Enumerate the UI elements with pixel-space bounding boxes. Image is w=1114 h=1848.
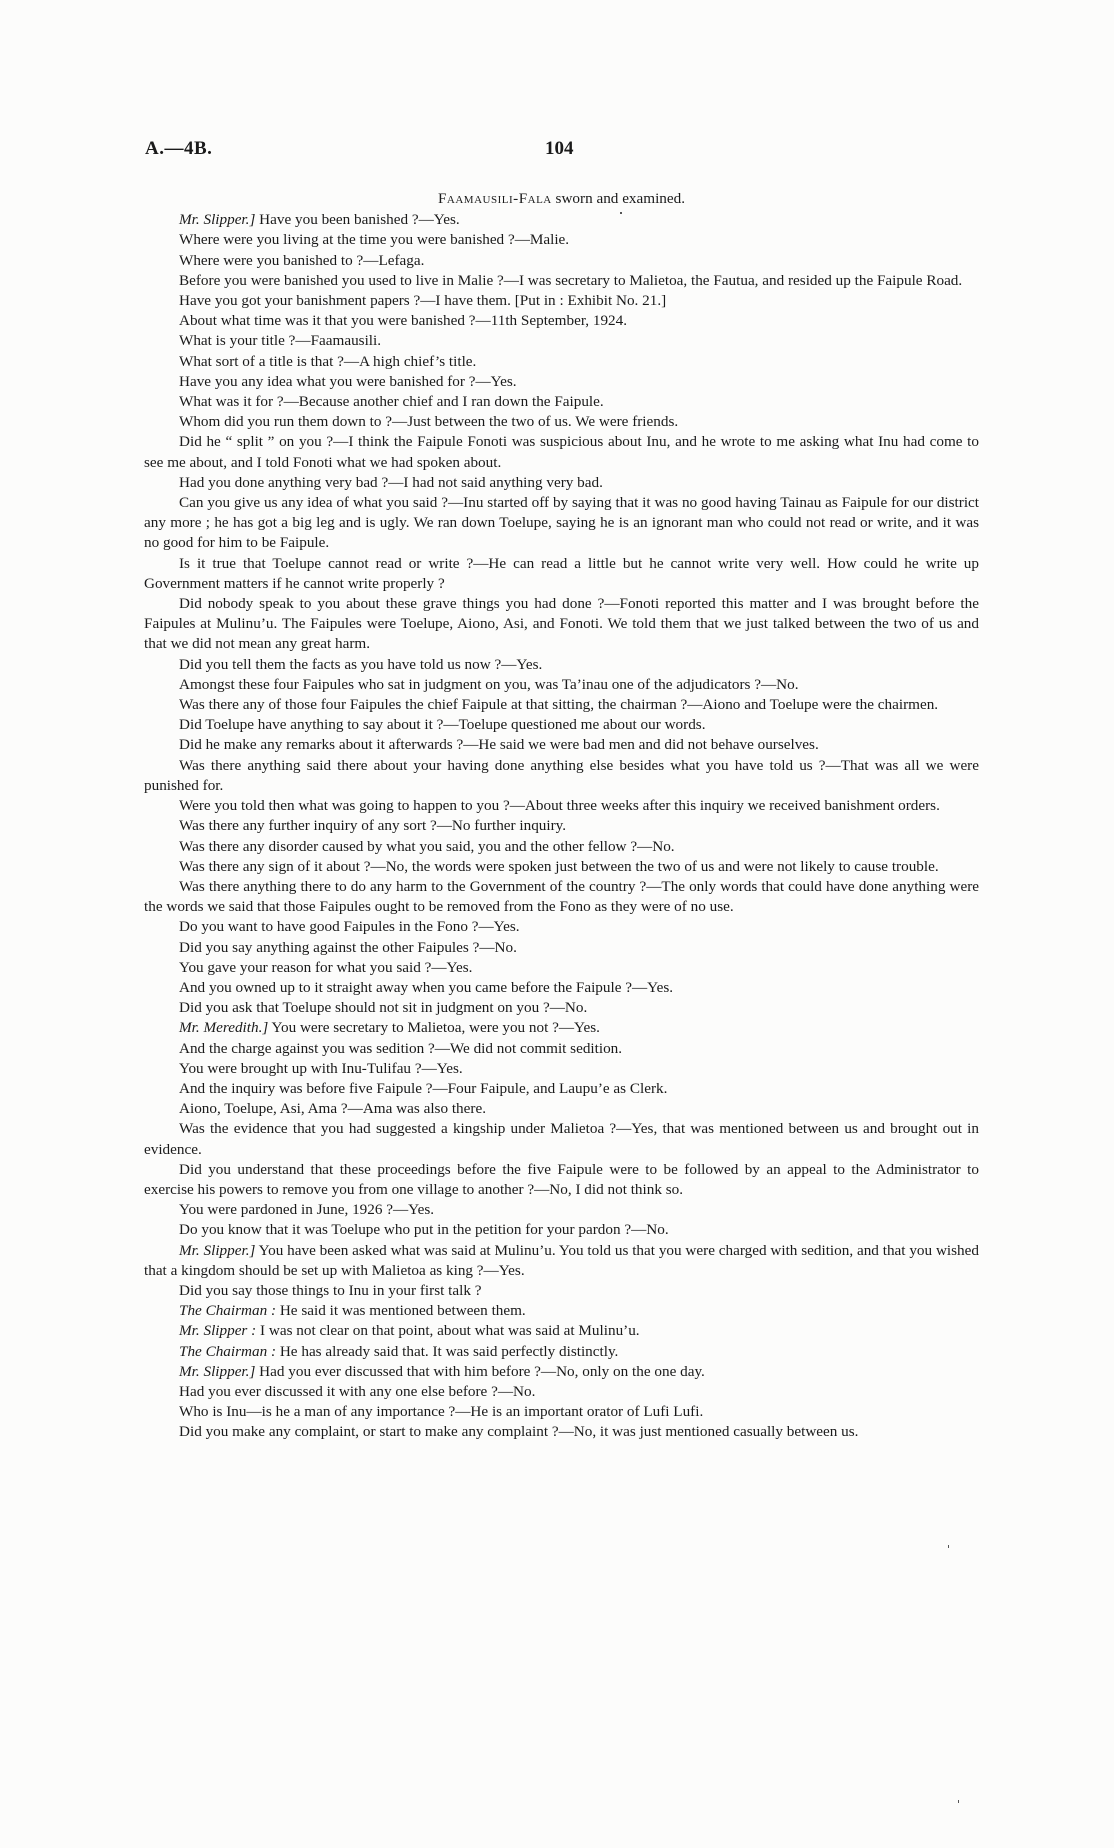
testimony-paragraph [144,735,979,755]
paragraph-text: Is it true that Toelupe cannot read or write ?—He can read a little but he cannot write very well. How could he write up Government matters if he cannot write properly ? [144,554,979,592]
paragraph-text: What is your title ?—Faamausili. [179,332,382,350]
testimony-paragraph [144,938,979,958]
paragraph-text: Did you tell them the facts as you have told us now ?—Yes. [179,655,543,673]
paragraph-text: Was the evidence that you had suggested a kingship under Malietoa ?—Yes, that was mentioned between us and brought out in evidence. [144,1120,979,1158]
paragraph-text: You were pardoned in June, 1926 ?—Yes. [179,1201,435,1219]
paragraph-text: Who is Inu—is he a man of any importance ?—He is an important orator of Lufi Lufi. [179,1403,704,1421]
testimony-paragraph [144,1382,979,1402]
testimony-paragraph [144,1281,979,1301]
paragraph-text: Before you were banished you used to live in Malie ?—I was secretary to Malietoa, the Fautua, and resided up the Faipule Road. [179,271,963,289]
paragraph-text: Did you ask that Toelupe should not sit in judgment on you ?—No. [179,999,588,1017]
testimony-paragraph [144,675,979,695]
paragraph-text: What sort of a title is that ?—A high chief’s title. [179,352,477,370]
testimony-paragraph [144,1200,979,1220]
paragraph-text: Was there any further inquiry of any sort ?—No further inquiry. [179,817,567,835]
testimony-paragraph [144,1402,979,1422]
paragraph-text: Was there any disorder caused by what you said, you and the other fellow ?—No. [179,837,675,855]
testimony-paragraph [144,1301,979,1321]
testimony-paragraph [144,271,979,291]
paragraph-text: Did you make any complaint, or start to make any complaint ?—No, it was just mentioned casually between us. [179,1423,859,1441]
testimony-paragraph [144,756,979,796]
testimony-paragraph [144,837,979,857]
testimony-paragraph [144,1119,979,1159]
paragraph-text: Did Toelupe have anything to say about it ?—Toelupe questioned me about our words. [179,716,706,734]
speaker-label: Mr. Slipper : [179,1322,257,1340]
paragraph-text: Did you say those things to Inu in your first talk ? [179,1281,482,1299]
speck-mark [958,1800,959,1803]
speaker-label: The Chairman : [179,1342,277,1360]
testimony-paragraph [144,210,979,230]
paragraph-text: Can you give us any idea of what you said ?—Inu started off by saying that it was no good having Tainau as Faipule for our district any more ; he has got a big leg and is ugly. We ran down Toelupe, saying he is an ignorant man who could not read or write, and it was no good for him to be Faipule. [144,494,979,552]
paragraph-text: Was there anything said there about your having done anything else besides what you have told us ?—That was all we were punished for. [144,756,979,794]
paragraph-text: Was there any of those four Faipules the chief Faipule at that sitting, the chairman ?—Aiono and Toelupe were the chairmen. [179,696,939,714]
testimony-paragraph [144,291,979,311]
testimony-paragraph [144,352,979,372]
paragraph-text: About what time was it that you were banished ?—11th September, 1924. [179,312,628,330]
testimony-paragraph [144,432,979,472]
speaker-label: Mr. Slipper.] [179,1362,256,1380]
testimony-paragraph [144,1422,979,1442]
paragraph-text: Was there any sign of it about ?—No, the words were spoken just between the two of us and were not likely to cause trouble. [179,857,939,875]
testimony-paragraph [144,493,979,554]
testimony-paragraph [144,230,979,250]
paragraph-text: Do you know that it was Toelupe who put in the petition for your pardon ?—No. [179,1221,669,1239]
paragraph-text: And the inquiry was before five Faipule ?—Four Faipule, and Laupu’e as Clerk. [179,1079,668,1097]
page-number: 104 [545,138,574,159]
paragraph-text: And you owned up to it straight away when you came before the Faipule ?—Yes. [179,978,674,996]
testimony-paragraph [144,1220,979,1240]
page-header [145,138,985,166]
paragraph-text: Had you done anything very bad ?—I had not said anything very bad. [179,473,603,491]
testimony-paragraph [144,1079,979,1099]
testimony-paragraph [144,1099,979,1119]
paragraph-text: What was it for ?—Because another chief and I ran down the Faipule. [179,393,604,411]
testimony-paragraph [144,877,979,917]
testimony-paragraph [144,1018,979,1038]
testimony-paragraph [144,958,979,978]
testimony-paragraph [144,1241,979,1281]
testimony-paragraph [144,1160,979,1200]
speaker-label: Mr. Meredith.] [179,1019,269,1037]
paragraph-text: Did nobody speak to you about these grave things you had done ?—Fonoti reported this matter and I was brought before the Faipules at Mulinu’u. The Faipules were Toelupe, Aiono, Asi, and Fonoti. We told them that we just talked between the two of us and that we did not mean any great harm. [144,595,979,653]
testimony-paragraph [144,998,979,1018]
testimony-paragraph [144,655,979,675]
testimony-paragraph [144,554,979,594]
paragraph-text: Did he “ split ” on you ?—I think the Faipule Fonoti was suspicious about Inu, and he wrote to me asking what Inu had come to see me about, and I told Fonoti what we had spoken about. [144,433,979,471]
speck-mark [948,1545,949,1548]
paragraph-text: Do you want to have good Faipules in the Fono ?—Yes. [179,918,520,936]
witness-name: Faamausili-Fala [437,190,552,207]
testimony-paragraph [144,412,979,432]
paragraph-text: I was not clear on that point, about what was said at Mulinu’u. [256,1322,640,1340]
speaker-label: Mr. Slipper.] [179,1241,256,1259]
testimony-paragraph [144,594,979,655]
testimony-paragraph [144,331,979,351]
paragraph-text: Did you understand that these proceedings before the five Faipule were to be followed by an appeal to the Administrator to exercise his powers to remove you from one village to another ?—No, I did not think so. [144,1160,979,1198]
testimony-paragraph [144,251,979,271]
paragraph-text: Have you got your banishment papers ?—I have them. [Put in : Exhibit No. 21.] [179,292,667,310]
document-reference: A.—4B. [145,138,213,159]
paragraph-text: Whom did you run them down to ?—Just between the two of us. We were friends. [179,413,679,431]
testimony-paragraph [144,1321,979,1341]
testimony-paragraph [144,978,979,998]
paragraph-text: Where were you living at the time you were banished ?—Malie. [179,231,570,249]
testimony-paragraph [144,311,979,331]
testimony-paragraph [144,857,979,877]
testimony-paragraph [144,473,979,493]
paragraph-text: Did you say anything against the other Faipules ?—No. [179,938,517,956]
testimony-body [144,189,979,1443]
paragraph-text: You were secretary to Malietoa, were you not ?—Yes. [268,1019,600,1037]
paragraph-text: Was there anything there to do any harm to the Government of the country ?—The only words that could have done anything were the words we said that those Faipules ought to be removed from the Fono as they were of no use. [144,877,979,916]
testimony-paragraph [144,917,979,937]
paragraph-text: You have been asked what was said at Mulinu’u. You told us that you were charged with sedition, and that you wished that a kingdom should be set up with Malietoa as king ?—Yes. [144,1241,979,1279]
testimony-paragraph [144,695,979,715]
testimony-paragraph [144,1362,979,1382]
speaker-label: Mr. Slipper.] [179,211,256,229]
testimony-paragraph [144,1342,979,1362]
paragraph-text: Where were you banished to ?—Lefaga. [179,251,425,269]
paragraph-text: Aiono, Toelupe, Asi, Ama ?—Ama was also there. [179,1100,486,1118]
paragraph-text: Had you ever discussed that with him before ?—No, only on the one day. [255,1362,705,1380]
paragraph-text: You were brought up with Inu-Tulifau ?—Yes. [179,1059,463,1077]
paragraph-text: Were you told then what was going to happen to you ?—About three weeks after this inquiry we received banishment orders. [179,797,940,815]
testimony-paragraph [144,392,979,412]
paragraph-text: You gave your reason for what you said ?—Yes. [179,958,473,976]
paragraph-text: He has already said that. It was said perfectly distinctly. [276,1342,619,1360]
paragraph-text: And the charge against you was sedition ?—We did not commit sedition. [179,1039,623,1057]
paragraph-text: Amongst these four Faipules who sat in judgment on you, was Ta’inau one of the adjudicators ?—No. [179,675,799,693]
testimony-paragraph [144,715,979,735]
testimony-paragraphs [144,210,979,1442]
paragraph-text: Did he make any remarks about it afterwards ?—He said we were bad men and did not behave ourselves. [179,736,819,754]
paragraph-text: Have you been banished ?—Yes. [255,211,460,229]
section-heading [144,189,979,209]
paragraph-text: Had you ever discussed it with any one else before ?—No. [179,1382,536,1400]
testimony-paragraph [144,1059,979,1079]
paragraph-text: Have you any idea what you were banished for ?—Yes. [179,372,517,390]
testimony-paragraph [144,816,979,836]
heading-rest: sworn and examined. [551,190,686,207]
speck-mark [620,212,622,214]
testimony-paragraph [144,1039,979,1059]
speaker-label: The Chairman : [179,1302,277,1320]
testimony-paragraph [144,372,979,392]
paragraph-text: He said it was mentioned between them. [276,1302,526,1320]
testimony-paragraph [144,796,979,816]
